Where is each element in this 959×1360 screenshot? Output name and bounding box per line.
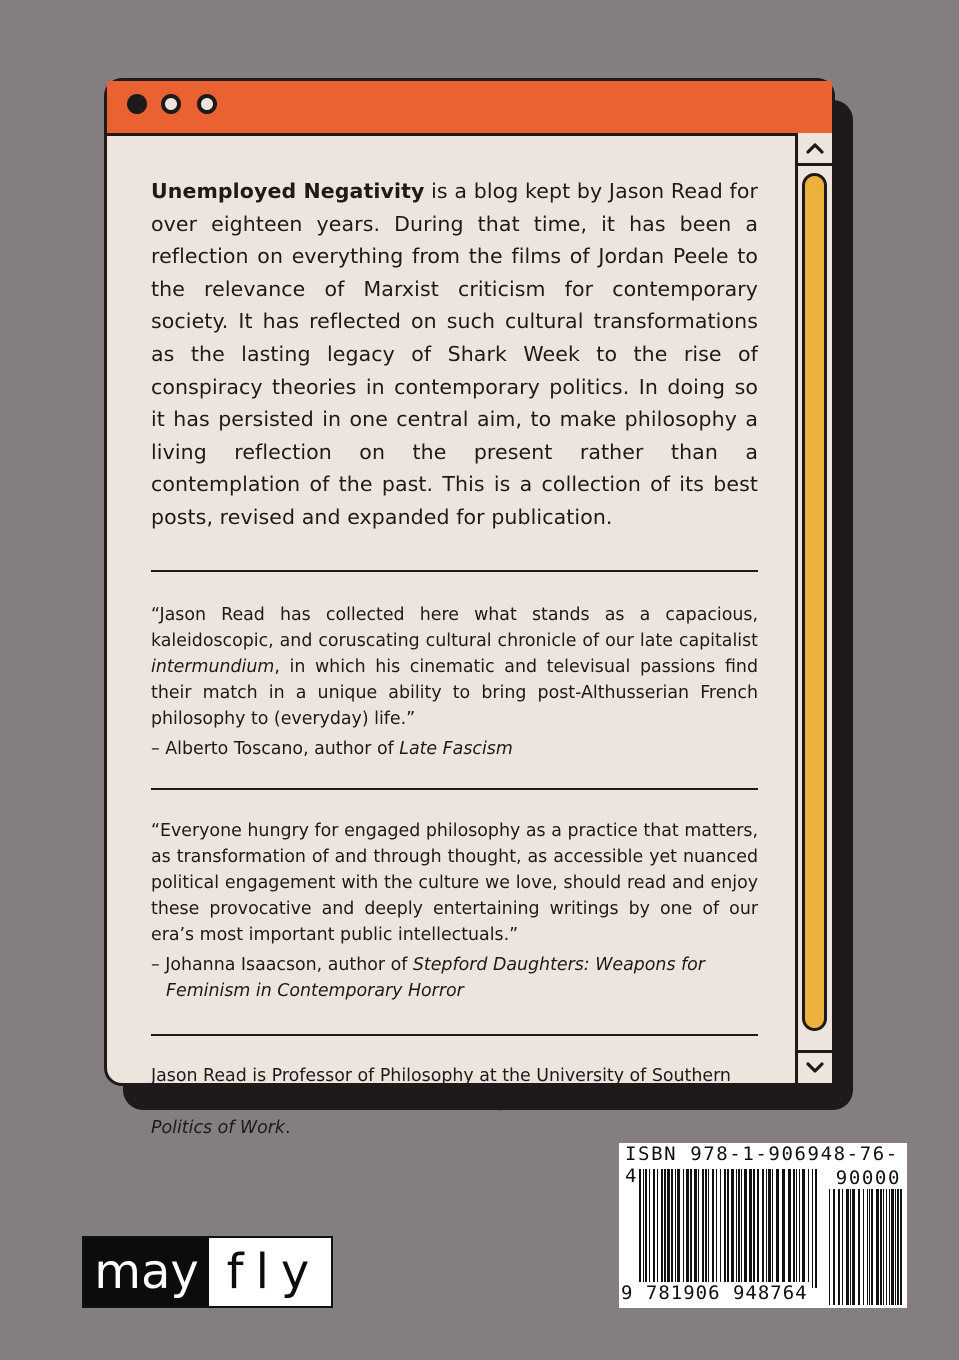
vertical-scrollbar[interactable] <box>795 133 832 1083</box>
barcode-bar <box>867 1189 868 1305</box>
endorsement-attribution: – Alberto Toscano, author of Late Fascism <box>151 738 513 759</box>
barcode-bar <box>876 1189 879 1305</box>
author-bio: Jason Read is Professor of Philosophy at the University of Southern Maine and author of The Double Shift: Spinoza and Marx on the Politics of Work. <box>151 1065 731 1138</box>
blurb-text: is a blog kept by Jason Read for over eighteen years. During that time, it has been a reflection on everything from the films of Jordan Peele to the relevance of Marxist criticism for contemporary society. It has reflected on such cultural transformations as the lasting legacy of Shark Week to the rise of conspiracy theories in contemporary politics. In doing so it has persisted in one central aim, to make philosophy a living reflection on the present rather than a contemplation of the past. This is a collection of its best posts, revised and expanded for publication. <box>151 179 758 529</box>
barcode-bar <box>895 1189 896 1305</box>
publisher-logo <box>82 1236 333 1308</box>
endorsement-1 <box>151 602 758 762</box>
endorsement-attribution: – Johanna Isaacson, author of Stepford Daughters: Weapons for Feminism in Contemporary Horror <box>151 954 705 1001</box>
barcode-bar <box>891 1189 894 1305</box>
window-content <box>151 175 758 1141</box>
barcode-bar <box>889 1189 890 1305</box>
divider <box>151 788 758 790</box>
endorsement-quote: “Jason Read has collected here what stands as a capacious, kaleidoscopic, and coruscating cultural chronicle of our late capitalist intermundium, in which his cinematic and televisual passions find their match in a unique ability to bring post-Althusserian French philosophy to (everyday) life.” <box>151 604 758 729</box>
window-maximize-dot-icon[interactable] <box>197 94 217 114</box>
barcode-bar <box>880 1189 882 1305</box>
barcode-bar <box>842 1189 843 1305</box>
scroll-thumb[interactable] <box>802 173 827 1031</box>
divider <box>151 1034 758 1036</box>
blog-title: Unemployed Negativity <box>151 179 425 203</box>
logo-fly: fly <box>209 1238 331 1306</box>
barcode-bar <box>838 1189 840 1305</box>
barcode-bar <box>869 1189 870 1305</box>
ean-digits: 9 781906 948764 <box>621 1282 812 1304</box>
window-titlebar <box>107 81 832 136</box>
endorsement-quote: “Everyone hungry for engaged philosophy as a practice that matters, as transformation of and through thought, as accessible yet nuanced political engagement with the culture we love, should read and enjoy these provocative and deeply entertaining writings by one of our era’s most important public intellectuals.” <box>151 820 758 945</box>
barcode-bar <box>886 1189 887 1305</box>
window-close-dot-icon[interactable] <box>127 94 147 114</box>
barcode-bar <box>900 1189 902 1305</box>
barcode-bar <box>858 1189 860 1305</box>
barcode-bar <box>852 1189 855 1305</box>
window-minimize-dot-icon[interactable] <box>161 94 181 114</box>
barcode-bar <box>883 1189 884 1305</box>
retro-window <box>104 78 835 1138</box>
divider <box>151 570 758 572</box>
chevron-up-icon <box>805 141 825 155</box>
isbn-label: ISBN 978-1-906948-76-4 <box>625 1143 899 1187</box>
barcode-bar <box>850 1189 851 1305</box>
book-blurb <box>151 175 758 534</box>
barcode-bar <box>871 1189 873 1305</box>
barcode-bar <box>829 1189 830 1305</box>
isbn-barcode <box>619 1143 907 1308</box>
barcode-bar <box>863 1189 864 1305</box>
barcode-bar <box>897 1189 899 1305</box>
scroll-up-button[interactable] <box>798 133 832 166</box>
barcode-bar <box>846 1189 849 1305</box>
chevron-down-icon <box>805 1061 825 1075</box>
scroll-down-button[interactable] <box>798 1050 832 1083</box>
price-addon: 90000 <box>835 1167 901 1189</box>
barcode-bar <box>833 1189 835 1305</box>
logo-may: may <box>84 1238 209 1306</box>
endorsement-2 <box>151 818 758 1004</box>
